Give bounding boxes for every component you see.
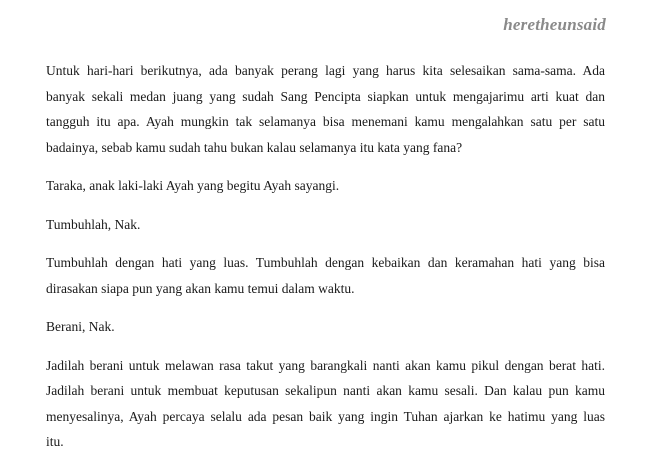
text-line: Berani, Nak.: [46, 319, 115, 334]
paragraph-5: [46, 314, 605, 340]
text-line: itu.: [46, 434, 64, 449]
paragraph-1: [46, 58, 605, 160]
text-line: tangguh itu apa. Ayah mungkin tak selamanya bisa menemani kamu mengalahkan satu per satu: [46, 114, 605, 129]
paragraph-4: [46, 250, 605, 301]
text-line: Tumbuhlah dengan hati yang luas. Tumbuhlah dengan kebaikan dan keramahan hati yang bisa: [46, 255, 605, 270]
document-body: [46, 58, 605, 464]
text-line: dirasakan siapa pun yang akan kamu temui dalam waktu.: [46, 280, 355, 296]
watermark: heretheunsaid: [503, 15, 606, 34]
text-line: Jadilah berani untuk membuat keputusan sekalipun nanti akan kamu sesali. Dan kalau pun kamu: [46, 383, 605, 398]
text-line: Tumbuhlah, Nak.: [46, 216, 141, 232]
paragraph-2: [46, 173, 605, 199]
text-line: banyak sekali medan juang yang sudah Sang Pencipta siapkan untuk mengajarimu arti kuat dan: [46, 88, 605, 104]
text-line: Jadilah berani untuk melawan rasa takut yang barangkali nanti akan kamu pikul dengan berat hati.: [46, 357, 605, 373]
paragraph-3: [46, 212, 605, 238]
text-line: Taraka, anak laki-laki Ayah yang begitu Ayah sayangi.: [46, 178, 340, 193]
paragraph-6: [46, 353, 605, 455]
text-line: badainya, sebab kamu sudah tahu bukan kalau selamanya itu kata yang fana?: [46, 139, 463, 155]
text-line: menyesalinya, Ayah percaya selalu ada pesan baik yang ingin Tuhan ajarkan ke hatimu yang luas: [46, 408, 605, 424]
text-line: Untuk hari-hari berikutnya, ada banyak perang lagi yang harus kita selesaikan sama-sama. Ada: [46, 63, 605, 78]
